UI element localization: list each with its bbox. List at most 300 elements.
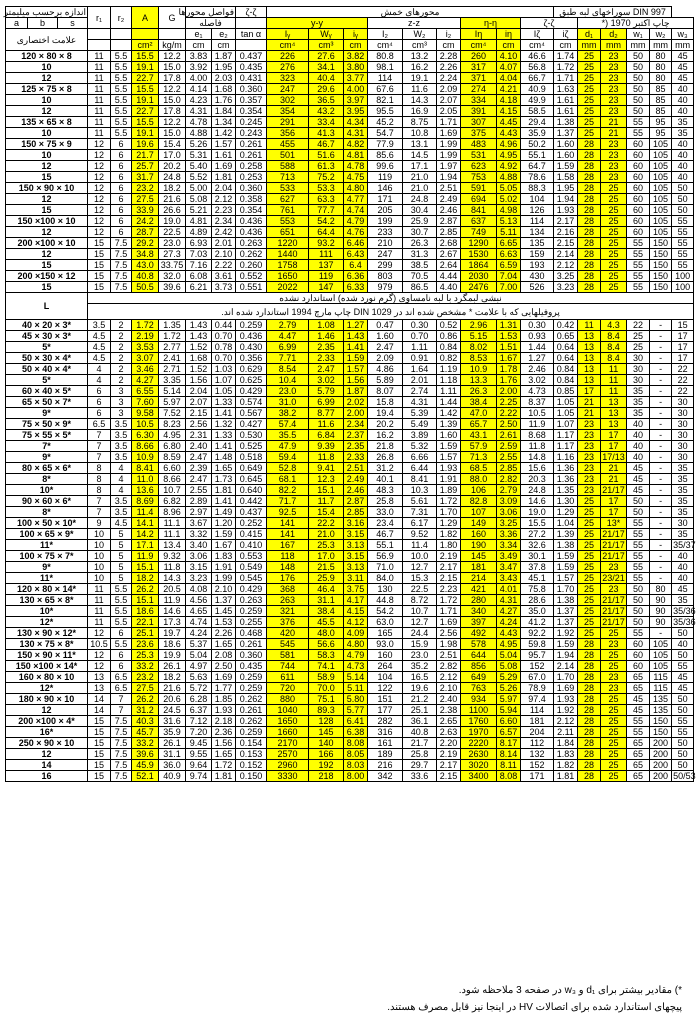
value-cell: 63.3 <box>309 194 344 205</box>
value-cell: 45 <box>627 705 650 716</box>
value-cell: 35 <box>672 128 694 139</box>
value-cell: 22 <box>672 375 694 386</box>
value-cell: 14.1 <box>132 518 159 529</box>
symbol-cell: tan α <box>236 29 267 40</box>
value-cell: 8.77 <box>309 408 344 419</box>
value-cell: 4.44 <box>437 271 461 282</box>
value-cell: 45 <box>672 51 694 62</box>
value-cell: 7 <box>111 694 132 705</box>
value-cell: 2.47 <box>309 364 344 375</box>
value-cell: 1.63 <box>554 84 578 95</box>
profile-designation: 40 × 20 × 3* <box>6 320 88 331</box>
value-cell: 6 <box>111 161 132 172</box>
value-cell: 11.9 <box>521 419 554 430</box>
table-row <box>6 205 694 216</box>
value-cell: 19.1 <box>403 73 437 84</box>
value-cell: 8.08 <box>344 738 368 749</box>
value-cell: 7 <box>88 496 111 507</box>
value-cell: 60 <box>627 661 650 672</box>
table-row <box>6 551 694 562</box>
table-row <box>6 117 694 128</box>
value-cell: 11.1 <box>159 518 186 529</box>
value-cell: 0.649 <box>236 463 267 474</box>
value-cell: 0.42 <box>554 320 578 331</box>
value-cell: 14.3 <box>403 95 437 106</box>
value-cell: 5.5 <box>111 73 132 84</box>
value-cell: 30 <box>672 408 694 419</box>
value-cell: 21 <box>578 408 601 419</box>
value-cell: 45 <box>672 73 694 84</box>
value-cell: 71.7 <box>267 496 309 507</box>
profile-designation: 9* <box>6 452 88 463</box>
value-cell: 1864 <box>461 260 497 271</box>
table-row <box>6 650 694 661</box>
value-cell: 48.3 <box>368 485 403 496</box>
value-cell: 40 <box>672 84 694 95</box>
value-cell: 88.3 <box>521 183 554 194</box>
value-cell: 5.72 <box>186 683 212 694</box>
value-cell: 5.26 <box>186 139 212 150</box>
value-cell: 93.2 <box>309 238 344 249</box>
value-cell: 22.1 <box>132 617 159 628</box>
value-cell: 10.3 <box>403 485 437 496</box>
value-cell: 10.4 <box>267 375 309 386</box>
value-cell: 33.6 <box>403 771 437 782</box>
value-cell: 23 <box>601 161 627 172</box>
value-cell: 5.80 <box>344 694 368 705</box>
value-cell: 29.7 <box>403 760 437 771</box>
value-cell: 111 <box>309 249 344 260</box>
value-cell: 17 <box>672 342 694 353</box>
value-cell: 1.44 <box>521 342 554 353</box>
value-cell: 50 <box>627 62 650 73</box>
value-cell: 13 <box>601 419 627 430</box>
value-cell: 0.70 <box>403 331 437 342</box>
value-cell: 105 <box>650 161 672 172</box>
value-cell: - <box>650 551 672 562</box>
value-cell: 55 <box>627 518 650 529</box>
value-cell: 260 <box>461 51 497 62</box>
value-cell: 2.34 <box>212 216 236 227</box>
value-cell: 30 <box>627 375 650 386</box>
unit-cell: mm <box>627 40 650 51</box>
value-cell: 119 <box>368 172 403 183</box>
value-cell: 0.153 <box>236 749 267 760</box>
value-cell: 4.14 <box>186 84 212 95</box>
value-cell: 19.0 <box>159 216 186 227</box>
value-cell: 46.7 <box>309 139 344 150</box>
value-cell: 45 <box>672 584 694 595</box>
value-cell: 0.263 <box>236 238 267 249</box>
value-cell: 6.08 <box>186 271 212 282</box>
value-cell: 0.468 <box>236 628 267 639</box>
value-cell: 1.81 <box>212 771 236 782</box>
value-cell: 50 <box>627 51 650 62</box>
value-cell: 10 <box>88 540 111 551</box>
value-cell: 545 <box>267 639 309 650</box>
value-cell: 2.07 <box>186 397 212 408</box>
area-header: A <box>132 7 159 29</box>
value-cell: 1.81 <box>554 771 578 782</box>
value-cell: 4.74 <box>344 205 368 216</box>
value-cell: 1.72 <box>437 496 461 507</box>
value-cell: 126 <box>521 205 554 216</box>
value-cell: 65 <box>627 683 650 694</box>
value-cell: 17 <box>601 430 627 441</box>
value-cell: 23 <box>578 441 601 452</box>
dim-b: b <box>28 18 58 29</box>
value-cell: 15.6 <box>521 463 554 474</box>
value-cell: 205 <box>368 205 403 216</box>
value-cell: 17.3 <box>159 617 186 628</box>
value-cell: 0.78 <box>212 342 236 353</box>
value-cell: 25 <box>578 73 601 84</box>
value-cell: 75.8 <box>521 584 554 595</box>
value-cell: 4 <box>88 364 111 375</box>
value-cell: 7.5 <box>111 249 132 260</box>
value-cell: 8.00 <box>344 771 368 782</box>
value-cell: 1.65 <box>212 463 236 474</box>
value-cell: 1040 <box>267 705 309 716</box>
value-cell: 7.52 <box>159 408 186 419</box>
value-cell: 6.38 <box>344 727 368 738</box>
value-cell: 35.2 <box>403 661 437 672</box>
value-cell: 1.52 <box>186 364 212 375</box>
value-cell: 1.56 <box>186 375 212 386</box>
value-cell: 57.9 <box>461 441 497 452</box>
value-cell: 19.1 <box>132 95 159 106</box>
value-cell: 6 <box>88 386 111 397</box>
value-cell: 55 <box>627 249 650 260</box>
value-cell: 9.41 <box>309 463 344 474</box>
value-cell: 3.75 <box>344 584 368 595</box>
value-cell: 40 <box>672 573 694 584</box>
value-cell: 23.2 <box>132 672 159 683</box>
value-cell: 114 <box>521 216 554 227</box>
value-cell: 11.8 <box>309 452 344 463</box>
value-cell: 23 <box>601 584 627 595</box>
value-cell: 112 <box>521 738 554 749</box>
value-cell: 23 <box>601 106 627 117</box>
value-cell: 20.6 <box>159 694 186 705</box>
value-cell: 31.7 <box>132 172 159 183</box>
value-cell: 152 <box>521 760 554 771</box>
axis-dist-title: فواصل محورها <box>178 7 234 17</box>
value-cell: 11.7 <box>309 496 344 507</box>
value-cell: 28 <box>578 150 601 161</box>
value-cell: 1.37 <box>212 595 236 606</box>
profile-designation: 150 ×100 × 14* <box>6 661 88 672</box>
value-cell: 50 <box>627 73 650 84</box>
value-cell: 2.33 <box>344 452 368 463</box>
value-cell: 145 <box>461 551 497 562</box>
value-cell: 4.78 <box>186 117 212 128</box>
value-cell: 4.75 <box>344 172 368 183</box>
symbol-placeholder <box>159 29 186 40</box>
value-cell: 105 <box>650 661 672 672</box>
value-cell: 214 <box>461 573 497 584</box>
value-cell: 28 <box>578 672 601 683</box>
value-cell: 13.2 <box>403 51 437 62</box>
value-cell: 2.22 <box>497 408 521 419</box>
value-cell: 4.00 <box>186 73 212 84</box>
unit-cell: kg/m <box>159 40 186 51</box>
value-cell: 137 <box>309 260 344 271</box>
zeta-axis-header: ζ-ζ <box>521 18 578 29</box>
value-cell: 6 <box>111 216 132 227</box>
value-cell: 2.42 <box>212 227 236 238</box>
value-cell: 19.6 <box>403 683 437 694</box>
value-cell: 23 <box>601 84 627 95</box>
profile-designation: 45 × 30 × 3* <box>6 331 88 342</box>
value-cell: 2.09 <box>437 84 461 95</box>
value-cell: 1.29 <box>554 507 578 518</box>
profile-designation: 15 <box>6 282 88 293</box>
profile-designation: 80 × 65 × 6* <box>6 463 88 474</box>
value-cell: 0.437 <box>236 507 267 518</box>
value-cell: 15 <box>88 727 111 738</box>
value-cell: 26.1 <box>159 661 186 672</box>
value-cell: 218 <box>309 771 344 782</box>
value-cell: 25 <box>578 617 601 628</box>
value-cell: 85 <box>650 95 672 106</box>
value-cell: 397 <box>461 617 497 628</box>
value-cell: 5.15 <box>461 331 497 342</box>
value-cell: 95 <box>650 128 672 139</box>
value-cell: 0.437 <box>236 51 267 62</box>
value-cell: 50 <box>672 650 694 661</box>
value-cell: 2.56 <box>186 419 212 430</box>
value-cell: 28.6 <box>521 595 554 606</box>
value-cell: 23/21 <box>602 573 625 583</box>
profile-designation: 7* <box>6 441 88 452</box>
value-cell: 25 <box>578 540 601 551</box>
value-cell: 9.52 <box>403 529 437 540</box>
value-cell: 1.84 <box>212 106 236 117</box>
value-cell: 2.77 <box>159 342 186 353</box>
value-cell: 80 <box>650 73 672 84</box>
value-cell: 0.435 <box>236 661 267 672</box>
value-cell: 9.64 <box>186 760 212 771</box>
table-row <box>6 331 694 342</box>
profile-designation: 12 <box>6 106 88 117</box>
value-cell: 152 <box>521 661 554 672</box>
value-cell: 45 <box>627 463 650 474</box>
value-cell: 45 <box>672 683 694 694</box>
table-row <box>6 573 694 584</box>
value-cell: 4.17 <box>344 595 368 606</box>
value-cell: 13 <box>578 342 601 353</box>
value-cell: 1.94 <box>554 194 578 205</box>
value-cell: 25 <box>578 117 601 128</box>
table-row <box>6 216 694 227</box>
value-cell: 19.7 <box>159 628 186 639</box>
value-cell: 2.05 <box>437 106 461 117</box>
value-cell: 1.72 <box>212 760 236 771</box>
value-cell: 60 <box>627 639 650 650</box>
value-cell: 55 <box>627 529 650 540</box>
value-cell: 744 <box>267 661 309 672</box>
value-cell: 2.50 <box>497 419 521 430</box>
value-cell: 28 <box>578 161 601 172</box>
profile-designation: 250 × 90 × 10 <box>6 738 88 749</box>
value-cell: 2.40 <box>437 694 461 705</box>
table-row <box>6 249 694 260</box>
value-cell: 119 <box>309 271 344 282</box>
value-cell: 420 <box>267 628 309 639</box>
value-cell: 3.5 <box>88 320 111 331</box>
table-row <box>6 628 694 639</box>
value-cell: 45 <box>672 672 694 683</box>
value-cell: 26.3 <box>461 386 497 397</box>
value-cell: 25 <box>601 705 627 716</box>
value-cell: 1.48 <box>212 452 236 463</box>
value-cell: 0.645 <box>236 474 267 485</box>
value-cell: 4.95 <box>159 430 186 441</box>
value-cell: 97.4 <box>521 694 554 705</box>
value-cell: 40 <box>627 419 650 430</box>
value-cell: 8.41 <box>403 474 437 485</box>
value-cell: 31.0 <box>267 397 309 408</box>
value-cell: 20.2 <box>159 161 186 172</box>
value-cell: 105 <box>650 150 672 161</box>
unit-cell: cm⁴ <box>368 40 403 51</box>
zz-axis-header: z-z <box>368 18 461 29</box>
value-cell: 0.360 <box>236 183 267 194</box>
value-cell: 263 <box>267 595 309 606</box>
value-cell: 6.41 <box>344 716 368 727</box>
value-cell: 6.63 <box>497 249 521 260</box>
value-cell: 4.56 <box>186 595 212 606</box>
eta-axis-header: η-η <box>461 18 521 29</box>
profile-designation: 130 × 75 × 8* <box>6 639 88 650</box>
value-cell: 55 <box>672 216 694 227</box>
value-cell: 4.07 <box>497 62 521 73</box>
value-cell: 1.51 <box>497 342 521 353</box>
value-cell: 21 <box>578 397 601 408</box>
value-cell: 3.5 <box>111 441 132 452</box>
value-cell: 2.59 <box>497 441 521 452</box>
value-cell: - <box>650 507 672 518</box>
value-cell: 6.60 <box>497 716 521 727</box>
value-cell: 24.5 <box>159 705 186 716</box>
value-cell: 1.39 <box>437 419 461 430</box>
value-cell: 25 <box>578 595 601 606</box>
value-cell: 0.436 <box>236 227 267 238</box>
value-cell: 5.39 <box>403 408 437 419</box>
unit-cell: cm <box>497 40 521 51</box>
value-cell: 78.9 <box>521 683 554 694</box>
value-cell: 55 <box>672 661 694 672</box>
value-cell: 41.3 <box>309 128 344 139</box>
value-cell: 28 <box>578 271 601 282</box>
table-row <box>6 694 694 705</box>
unit-cell: cm⁴ <box>461 40 497 51</box>
value-cell: 27.5 <box>132 194 159 205</box>
value-cell: - <box>650 397 672 408</box>
table-row <box>6 485 694 496</box>
symbol-cell: Iᵧ <box>267 29 309 40</box>
value-cell: 30 <box>672 397 694 408</box>
value-cell: 93.0 <box>368 639 403 650</box>
value-cell: 1.05 <box>554 397 578 408</box>
value-cell: 1.36 <box>554 474 578 485</box>
value-cell: 15.5 <box>521 518 554 529</box>
value-cell: 6 <box>111 194 132 205</box>
value-cell: 55 <box>672 716 694 727</box>
value-cell: 114 <box>368 73 403 84</box>
value-cell: 2570 <box>267 749 309 760</box>
value-cell: 430 <box>521 271 554 282</box>
value-cell: 3.40 <box>186 540 212 551</box>
value-cell: 80 <box>650 584 672 595</box>
value-cell: 23.6 <box>132 639 159 650</box>
unit-cell: cm³ <box>309 40 344 51</box>
value-cell: 1.95 <box>212 62 236 73</box>
table-row <box>6 150 694 161</box>
value-cell: 3.89 <box>403 430 437 441</box>
value-cell: 38.4 <box>309 606 344 617</box>
value-cell: 5.5 <box>111 617 132 628</box>
value-cell: 17.0 <box>309 551 344 562</box>
unit-cell: cm⁴ <box>267 40 309 51</box>
value-cell: 0.360 <box>236 84 267 95</box>
value-cell: 21.6 <box>159 683 186 694</box>
value-cell: 35 <box>627 397 650 408</box>
value-cell: 132 <box>521 749 554 760</box>
value-cell: 4.43 <box>497 628 521 639</box>
table-row <box>6 452 694 463</box>
value-cell: 8.53 <box>461 353 497 364</box>
value-cell: 2.87 <box>344 496 368 507</box>
value-cell: 65 <box>627 760 650 771</box>
value-cell: 5.49 <box>403 419 437 430</box>
value-cell: 25.9 <box>403 216 437 227</box>
value-cell: 5.26 <box>497 683 521 694</box>
value-cell: 0.429 <box>236 584 267 595</box>
value-cell: 122 <box>368 683 403 694</box>
value-cell: 35 <box>672 117 694 128</box>
value-cell: 40 <box>627 452 650 463</box>
value-cell: 43.1 <box>461 430 497 441</box>
value-cell: 5.5 <box>111 595 132 606</box>
value-cell: 25 <box>601 727 627 738</box>
value-cell: 25 <box>601 650 627 661</box>
value-cell: 53.3 <box>309 183 344 194</box>
value-cell: 135 <box>650 705 672 716</box>
value-cell: 14.5 <box>403 150 437 161</box>
value-cell: 18.2 <box>159 183 186 194</box>
value-cell: 0.64 <box>554 353 578 364</box>
value-cell: 2.55 <box>186 485 212 496</box>
table-row <box>6 73 694 84</box>
value-cell: 35/36 <box>673 617 696 627</box>
value-cell: 1220 <box>267 238 309 249</box>
value-cell: 16.5 <box>403 672 437 683</box>
header-row-symbols <box>6 29 694 40</box>
value-cell: 501 <box>267 150 309 161</box>
value-cell: 12 <box>88 227 111 238</box>
value-cell: 0.549 <box>236 562 267 573</box>
unit-cell: mm <box>650 40 672 51</box>
value-cell: 39.6 <box>132 749 159 760</box>
value-cell: 11 <box>88 128 111 139</box>
value-cell: 0.553 <box>236 551 267 562</box>
value-cell: 23 <box>601 172 627 183</box>
value-cell: 1.16 <box>554 452 578 463</box>
value-cell: 2 <box>111 342 132 353</box>
value-cell: 1.72 <box>437 595 461 606</box>
